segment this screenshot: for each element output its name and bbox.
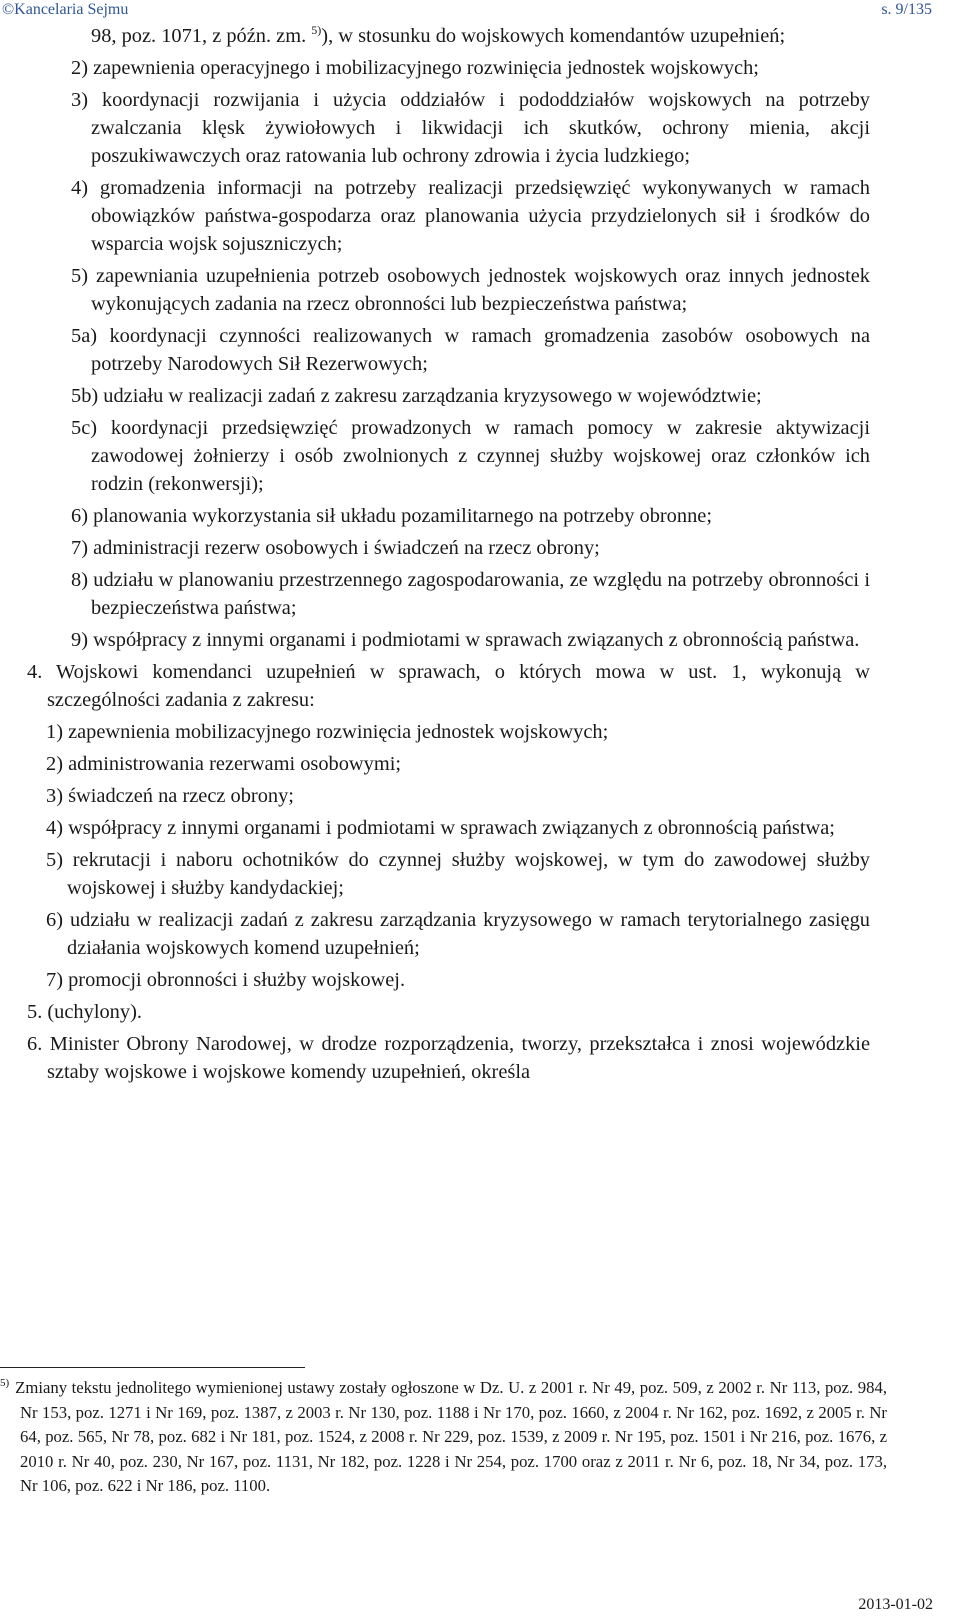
footnote bbox=[0, 1376, 887, 1499]
footnote-mark: 5) bbox=[0, 1377, 10, 1389]
page-content bbox=[20, 22, 870, 1090]
section-4-item-5: 5) rekrutacji i naboru ochotników do czynnej służby wojskowej, w tym do zawodowej służby wojskowej i służby kandydackiej; bbox=[46, 849, 870, 899]
section-4-item-1: 1) zapewnienia mobilizacyjnego rozwinięcia jednostek wojskowych; bbox=[46, 721, 609, 743]
header-page-number: s. 9/135 bbox=[881, 1, 932, 18]
section-4-item-7: 7) promocji obronności i służby wojskowej. bbox=[46, 969, 406, 991]
list-item-9: 9) współpracy z innymi organami i podmiotami w sprawach związanych z obronnością państwa. bbox=[71, 629, 860, 651]
list-item-5b: 5b) udziału w realizacji zadań z zakresu zarządzania kryzysowego w województwie; bbox=[71, 385, 762, 407]
footnote-text: Zmiany tekstu jednolitego wymienionej ustawy zostały ogłoszone w Dz. U. z 2001 r. Nr 49, poz. 509, z 2002 r. Nr 113, poz. 984, Nr 153, poz. 1271 i Nr 169, poz. 1387, z 2003 r. Nr 130, poz. 1188 i Nr 170, poz. 1660, z 2004 r. Nr 162, poz. 1692, z 2005 r. Nr 64, poz. 565, Nr 78, poz. 682 i Nr 181, poz. 1524, z 2008 r. Nr 229, poz. 1539, z 2009 r. Nr 195, poz. 1501 i Nr 216, poz. 1676, z 2010 r. Nr 40, poz. 230, Nr 167, poz. 1131, Nr 182, poz. 1228 i Nr 254, poz. 1700 oraz z 2011 r. Nr 6, poz. 18, Nr 34, poz. 173, Nr 106, poz. 622 i Nr 186, poz. 1100. bbox=[15, 1378, 887, 1495]
footnote-ref[interactable]: 5) bbox=[311, 23, 322, 37]
section-6: 6. Minister Obrony Narodowej, w drodze rozporządzenia, tworzy, przekształca i znosi wojewódzkie sztaby wojskowe i wojskowe komendy uzupełnień, określa bbox=[27, 1033, 870, 1083]
footnote-separator bbox=[0, 1367, 305, 1368]
list-item-5a: 5a) koordynacji czynności realizowanych w ramach gromadzenia zasobów osobowych na potrzeby Narodowych Sił Rezerwowych; bbox=[71, 325, 870, 375]
section-5: 5. (uchylony). bbox=[27, 1001, 142, 1023]
section-4-item-2: 2) administrowania rezerwami osobowymi; bbox=[46, 753, 402, 775]
footer-date: 2013-01-02 bbox=[858, 1596, 933, 1613]
list-item-8: 8) udziału w planowaniu przestrzennego zagospodarowania, ze względu na potrzeby obronności i bezpieczeństwa państwa; bbox=[71, 569, 870, 619]
list-item-5c: 5c) koordynacji przedsięwzięć prowadzonych w ramach pomocy w zakresie aktywizacji zawodowej żołnierzy i osób zwolnionych z czynnej służby wojskowej oraz członków ich rodzin (rekonwersji); bbox=[71, 417, 870, 495]
paragraph-continuation: 98, poz. 1071, z późn. zm. $^{5)}$), w stosunku do wojskowych komendantów uzupełnień; bbox=[91, 23, 786, 47]
list-item-3: 3) koordynacji rozwijania i użycia oddziałów i pododdziałów wojskowych na potrzeby zwalczania klęsk żywiołowych i likwidacji ich skutków, ochrony mienia, akcji poszukiwawczych oraz ratowania lub ochrony zdrowia i życia ludzkiego; bbox=[71, 89, 870, 167]
section-4: 4. Wojskowi komendanci uzupełnień w sprawach, o których mowa w ust. 1, wykonują w szczególności zadania z zakresu: bbox=[27, 661, 870, 711]
list-item-7: 7) administracji rezerw osobowych i świadczeń na rzecz obrony; bbox=[71, 537, 600, 559]
section-4-item-3: 3) świadczeń na rzecz obrony; bbox=[46, 785, 294, 807]
header-copyright: ©Kancelaria Sejmu bbox=[2, 1, 129, 18]
section-4-item-6: 6) udziału w realizacji zadań z zakresu zarządzania kryzysowego w ramach terytorialnego zasięgu działania wojskowych komend uzupełnień; bbox=[46, 909, 870, 959]
list-item-5: 5) zapewniania uzupełnienia potrzeb osobowych jednostek wojskowych oraz innych jednostek wykonujących zadania na rzecz obronności lub bezpieczeństwa państwa; bbox=[71, 265, 870, 315]
list-item-4: 4) gromadzenia informacji na potrzeby realizacji przedsięwzięć wykonywanych w ramach obowiązków państwa-gospodarza oraz planowania użycia przydzielonych sił i środków do wsparcia wojsk sojuszniczych; bbox=[71, 177, 870, 255]
section-4-item-4: 4) współpracy z innymi organami i podmiotami w sprawach związanych z obronnością państwa; bbox=[46, 817, 835, 839]
list-item-2: 2) zapewnienia operacyjnego i mobilizacyjnego rozwinięcia jednostek wojskowych; bbox=[71, 57, 759, 79]
list-item-6: 6) planowania wykorzystania sił układu pozamilitarnego na potrzeby obronne; bbox=[71, 505, 712, 527]
